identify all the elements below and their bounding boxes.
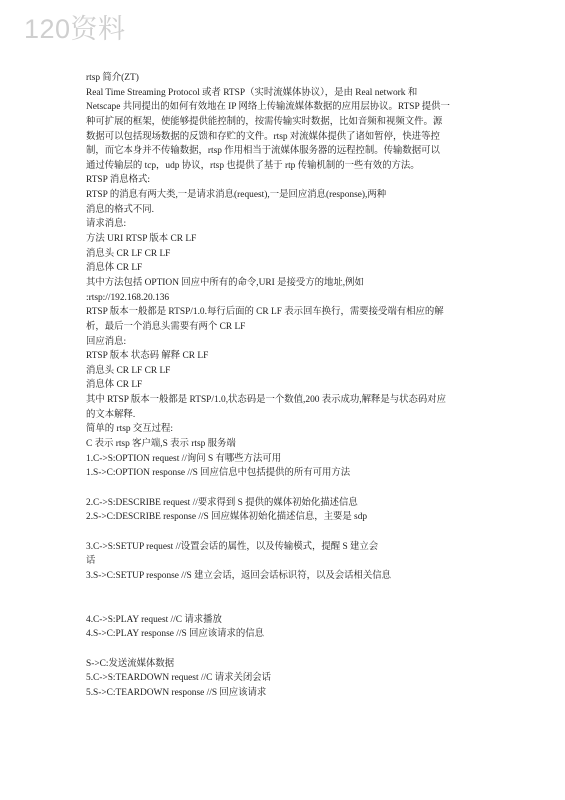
text-line: RTSP 的消息有两大类,一是请求消息(request),一是回应消息(response),两种 [86,190,387,201]
text-line: 消息的格式不同. [86,204,154,215]
text-line: 制，而它本身并不传输数据，rtsp 作用相当于流媒体服务器的远程控制。传输数据可以 [86,146,440,157]
text-line: RTSP 版本一般都是 RTSP/1.0.每行后面的 CR LF 表示回车换行，需要接受端有相应的解 [86,307,444,318]
text-line: Netscape 共同提出的如何有效地在 IP 网络上传输流媒体数据的应用层协议。RTSP 提供一 [86,102,450,113]
text-line: RTSP 消息格式: [86,175,150,186]
blank-line [86,598,476,613]
text-line: 4.S->C:PLAY response //S 回应该请求的信息 [86,629,265,640]
text-line: 回应消息: [86,336,127,347]
text-line: 数据可以包括现场数据的反馈和存贮的文件。rtsp 对流媒体提供了诸如暂停，快进等控 [86,131,440,142]
text-line: 2.C->S:DESCRIBE request //要求得到 S 提供的媒体初始化描述信息 [86,497,358,508]
text-line: 消息头 CR LF CR LF [86,365,171,376]
text-line: 消息体 CR LF [86,263,143,274]
blank-line [86,481,476,496]
text-line: 5.S->C:TEARDOWN response //S 回应该请求 [86,687,267,698]
text-line: S->C:发送流媒体数据 [86,658,175,669]
text-line: :rtsp://192.168.20.136 [86,292,170,303]
text-line: 的文本解释. [86,409,136,420]
text-line: 方法 URI RTSP 版本 CR LF [86,234,197,245]
watermark-logo: 120资料 [24,14,126,44]
blank-line [86,525,476,540]
text-line: 简单的 rtsp 交互过程: [86,424,173,435]
text-line: 2.S->C:DESCRIBE response //S 回应媒体初始化描述信息，主要是 sdp [86,512,368,523]
text-line: 3.S->C:SETUP response //S 建立会话，返回会话标识符，以及会话相关信息 [86,570,391,581]
text-line: Real Time Streaming Protocol 或者 RTSP（实时流媒体协议），是由 Real network 和 [86,87,418,98]
document-body [86,71,476,701]
text-line: 种可扩展的框架，使能够提供能控制的，按需传输实时数据，比如音频和视频文件。源 [86,116,443,127]
text-line: 1.C->S:OPTION request //询问 S 有哪些方法可用 [86,453,282,464]
text-line: rtsp 简介(ZT) [86,73,139,83]
blank-line [86,583,476,598]
text-line: 析，最后一个消息头需要有两个 CR LF [86,321,246,332]
text-line: 话 [86,556,96,567]
text-line: 其中 RTSP 版本一般都是 RTSP/1.0,状态码是一个数值,200 表示成功,解释是与状态码对应 [86,395,447,406]
text-line: 消息头 CR LF CR LF [86,248,171,259]
text-line: 消息体 CR LF [86,380,143,391]
blank-line [86,642,476,657]
text-line: C 表示 rtsp 客户端,S 表示 rtsp 服务端 [86,439,236,450]
text-line: 3.C->S:SETUP request //设置会话的属性，以及传输模式，提醒 S 建立会 [86,541,379,552]
text-line: 通过传输层的 tcp，udp 协议，rtsp 也提供了基于 rtp 传输机制的一些有效的方法。 [86,160,420,171]
text-line: 5.C->S:TEARDOWN request //C 请求关闭会话 [86,673,271,684]
text-line: RTSP 版本 状态码 解释 CR LF [86,351,209,362]
text-line: 1.S->C:OPTION response //S 回应信息中包括提供的所有可用方法 [86,468,351,479]
text-line: 4.C->S:PLAY request //C 请求播放 [86,614,222,625]
text-line: 请求消息: [86,219,127,230]
text-line: 其中方法包括 OPTION 回应中所有的命令,URI 是接受方的地址,例如 [86,277,364,288]
